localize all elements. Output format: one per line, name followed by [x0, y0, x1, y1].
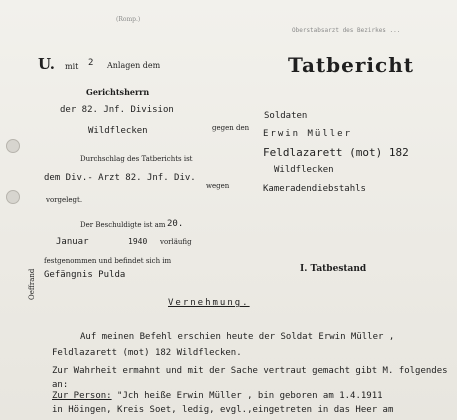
- arrest-month: Januar: [56, 237, 89, 247]
- beschuldigte-label: Der Beschuldigte ist am: [80, 221, 166, 229]
- mit-label: mit: [65, 62, 79, 71]
- anlagen-count: 2: [88, 58, 94, 68]
- arrest-day: 20.: [167, 219, 184, 229]
- dem-arzt-text: dem Div.- Arzt 82. Jnf. Div.: [44, 173, 196, 183]
- division-text: der 82. Jnf. Division: [60, 105, 174, 115]
- right-place-text: Wildflecken: [274, 165, 334, 175]
- zur-person-label: Zur Person:: [52, 391, 112, 401]
- margin-rotated-label: Oeffrand: [28, 268, 36, 300]
- place-text: Wildflecken: [88, 126, 148, 136]
- durchschlag-label: Durchschlag des Tatberichts ist: [80, 155, 193, 163]
- body-line-2: Feldlazarett (mot) 182 Wildflecken.: [52, 348, 242, 358]
- body-line-3: Zur Wahrheit ermahnt und mit der Sache vertraut gemacht gibt M. folgendes an:: [52, 366, 448, 390]
- festgenommen-label: festgenommen und befindet sich im: [44, 257, 172, 265]
- gegen-label: gegen den: [212, 124, 250, 132]
- header-faint-label: (Romp.): [116, 16, 141, 23]
- vernehmung-heading: Vernehmung.: [168, 298, 250, 308]
- vorlaeufig-label: vorläufig: [160, 238, 192, 246]
- gefaengnis-text: Gefängnis Pulda: [44, 270, 126, 280]
- body-line-1: Auf meinen Befehl erschien heute der Soldat Erwin Müller ,: [80, 332, 395, 342]
- soldaten-text: Soldaten: [264, 111, 308, 121]
- right-faint-header: Oberstabsarzt des Bezirkes ...: [292, 27, 401, 34]
- gerichtsherrn-label: Gerichtsherrn: [86, 87, 150, 97]
- accused-name: Erwin Müller: [263, 129, 353, 139]
- document-title: Tatbericht: [288, 53, 414, 77]
- accused-unit: Feldlazarett (mot) 182: [263, 146, 409, 159]
- arrest-year: 1940: [128, 237, 148, 246]
- u-letter: U.: [38, 55, 55, 73]
- offense-text: Kameradendiebstahls: [263, 184, 366, 194]
- body-line-4: [52, 391, 383, 401]
- anlagen-label: Anlagen dem: [107, 61, 161, 70]
- section-heading: I. Tatbestand: [300, 264, 367, 274]
- wegen-label: wegen: [206, 182, 230, 190]
- punch-hole-top: [6, 139, 20, 153]
- zur-person-text: "Jch heiße Erwin Müller , bin geboren am 1.4.1911: [117, 391, 383, 401]
- punch-hole-bottom: [6, 190, 20, 204]
- body-line-5: in Höingen, Kreis Soet, ledig, evgl.,eingetreten in das Heer am: [52, 405, 394, 415]
- vorgelegt-label: vorgelegt.: [46, 196, 83, 204]
